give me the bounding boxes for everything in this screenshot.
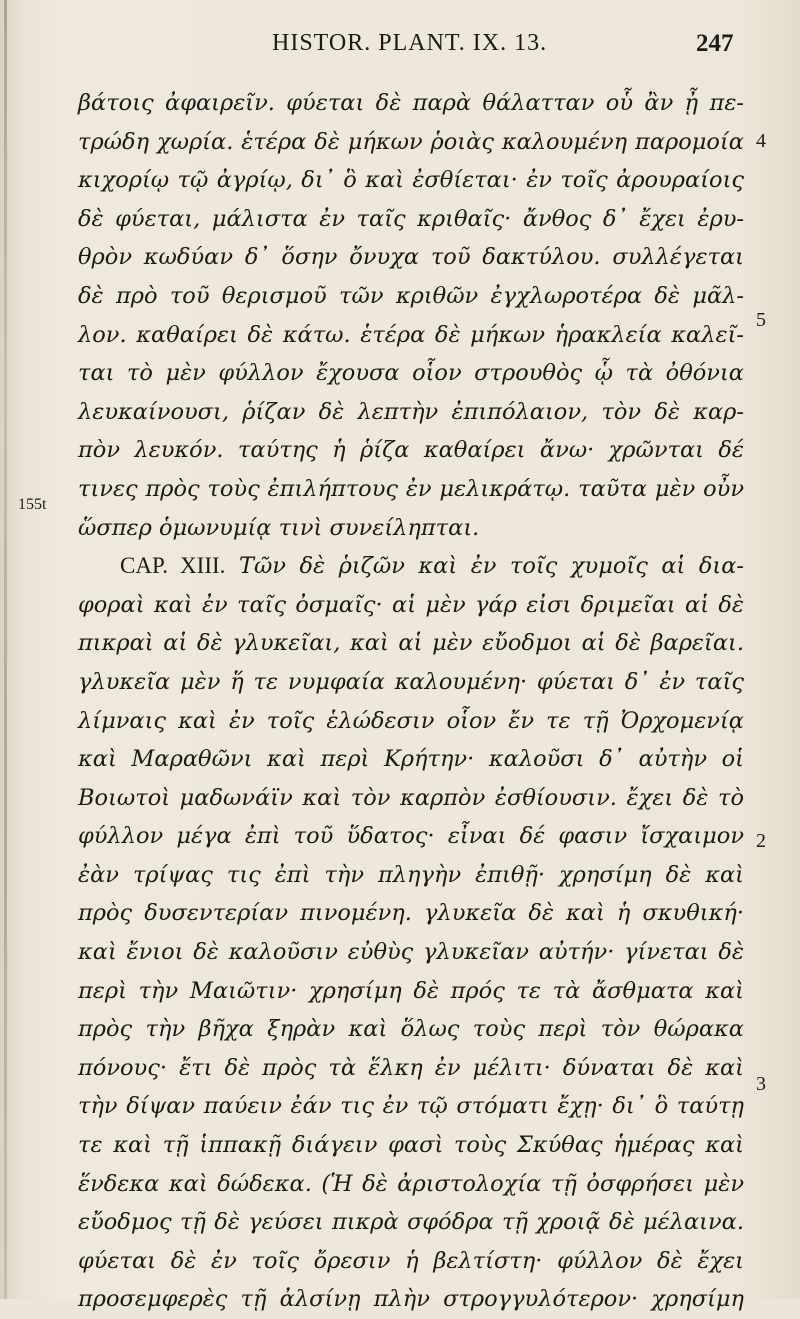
binding-gutter — [4, 0, 7, 1299]
text-line: περὶ τὴν Μαιῶτιν· χρησίμη δὲ πρός τε τὰ ἄσθματα καὶ — [78, 977, 744, 1004]
text-line: εὔοδμος τῇ δὲ γεύσει πικρὰ σφόδρα τῇ χροιᾷ δὲ μέλαινα. — [78, 1209, 744, 1236]
text-line: ὥσπερ ὁμωνυμίᾳ τινὶ συνείληπται. — [78, 514, 480, 541]
text-line: πὸν λευκόν. ταύτης ἡ ῥίζα καθαίρει ἄνω· χρῶνται δέ — [78, 437, 744, 464]
text-line: προσεμφερὲς τῇ ἀλσίνῃ πλὴν στρογγυλότερον· χρησίμη — [78, 1286, 744, 1313]
text-line: καὶ Μαραθῶνι καὶ περὶ Κρήτην· καλοῦσι δ᾽ αὐτὴν οἱ — [78, 746, 744, 773]
text-line: πρὸς τὴν βῆχα ξηρὰν καὶ ὅλως τοὺς περὶ τὸν θώρακα — [78, 1016, 744, 1043]
chapter-label: CAP. XIII. — [120, 553, 226, 579]
text-line: ἐὰν τρίψας τις ἐπὶ τὴν πληγὴν ἐπιθῇ· χρησίμη δὲ καὶ — [78, 861, 744, 888]
section-number-2: 2 — [756, 830, 766, 852]
chapter-opening-text: Τῶν δὲ ῥιζῶν καὶ ἐν τοῖς χυμοῖς αἱ δια- — [238, 553, 745, 580]
text-line: φοραὶ καὶ ἐν ταῖς ὀσμαῖς· αἱ μὲν γάρ εἰσι δριμεῖαι αἱ δὲ — [78, 591, 744, 618]
text-line: φύεται δὲ ἐν τοῖς ὄρεσιν ἡ βελτίστη· φύλλον δὲ ἔχει — [78, 1247, 744, 1274]
text-line: ται τὸ μὲν φύλλον ἔχουσα οἷον στρουθὸς ᾧ τὰ ὀθόνια — [78, 360, 744, 387]
text-line: θρὸν κωδύαν δ᾽ ὅσην ὄνυχα τοῦ δακτύλου. συλλέγεται — [78, 244, 744, 271]
text-line: τρώδη χωρία. ἑτέρα δὲ μήκων ῥοιὰς καλουμένη παρομοία — [78, 128, 744, 155]
text-line: λευκαίνουσι, ῥίζαν δὲ λεπτὴν ἐπιπόλαιον, τὸν δὲ καρ- — [78, 398, 744, 425]
text-line: φύλλον μέγα ἐπὶ τοῦ ὕδατος· εἶναι δέ φασιν ἴσχαιμον — [78, 823, 744, 850]
section-number-4: 4 — [756, 130, 766, 152]
chapter-opening-line — [78, 547, 744, 586]
stephanus-reference: 155t — [18, 496, 47, 513]
text-line: τε καὶ τῇ ἱππακῇ διάγειν φασὶ τοὺς Σκύθας ἡμέρας καὶ — [78, 1132, 744, 1159]
text-line: πικραὶ αἱ δὲ γλυκεῖαι, καὶ αἱ μὲν εὔοδμοι αἱ δὲ βαρεῖαι. — [78, 630, 744, 657]
text-line: τινες πρὸς τοὺς ἐπιλήπτους ἐν μελικράτῳ. ταῦτα μὲν οὖν — [78, 475, 744, 502]
text-line: πόνους· ἔτι δὲ πρὸς τὰ ἕλκη ἐν μέλιτι· δύναται δὲ καὶ — [78, 1054, 744, 1081]
text-line: κιχορίῳ τῷ ἀγρίῳ, δι᾽ ὃ καὶ ἐσθίεται· ἐν τοῖς ἀρουραίοις — [78, 167, 744, 194]
text-line: πρὸς δυσεντερίαν πινομένη. γλυκεῖα δὲ καὶ ἡ σκυθική· — [78, 900, 744, 927]
text-line: τὴν δίψαν παύειν ἐάν τις ἐν τῷ στόματι ἔχῃ· δι᾽ ὃ ταύτῃ — [78, 1093, 744, 1120]
text-line: γλυκεῖα μὲν ἥ τε νυμφαία καλουμένη· φύεται δ᾽ ἐν ταῖς — [78, 668, 744, 695]
text-line: δὲ φύεται, μάλιστα ἐν ταῖς κριθαῖς· ἄνθος δ᾽ ἔχει ἐρυ- — [78, 205, 744, 232]
text-line: ἕνδεκα καὶ δώδεκα. (Ἡ δὲ ἀριστολοχία τῇ ὀσφρήσει μὲν — [78, 1170, 744, 1197]
text-line: καὶ ἔνιοι δὲ καλοῦσιν εὐθὺς γλυκεῖαν αὐτήν· γίνεται δὲ — [78, 939, 744, 966]
text-line: βάτοις ἀφαιρεῖν. φύεται δὲ παρὰ θάλατταν οὗ ἂν ᾖ πε- — [78, 90, 744, 116]
section-number-5: 5 — [756, 309, 766, 331]
text-line: Βοιωτοὶ μαδωνάϊν καὶ τὸν καρπὸν ἐσθίουσιν. ἔχει δὲ τὸ — [78, 784, 744, 811]
section-number-3: 3 — [756, 1073, 766, 1095]
running-title: HISTOR. PLANT. IX. 13. — [272, 30, 548, 56]
text-line: λον. καθαίρει δὲ κάτω. ἑτέρα δὲ μήκων ἡρακλεία καλεῖ- — [78, 321, 744, 348]
text-line: λίμναις καὶ ἐν τοῖς ἑλώδεσιν οἷον ἔν τε τῇ Ὀρχομενίᾳ — [78, 707, 744, 734]
text-line: δὲ πρὸ τοῦ θερισμοῦ τῶν κριθῶν ἐγχλωροτέρα δὲ μᾶλ- — [78, 282, 744, 309]
page-number: 247 — [696, 30, 734, 57]
greek-text-block — [78, 84, 744, 1319]
